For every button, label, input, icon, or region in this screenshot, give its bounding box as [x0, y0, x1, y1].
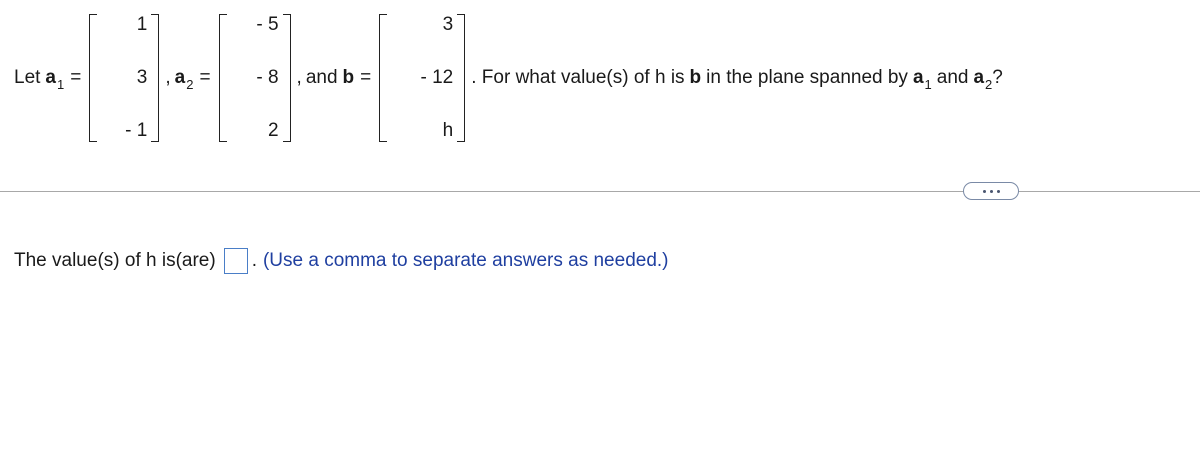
ellipsis-icon — [983, 190, 986, 193]
left-bracket — [89, 14, 97, 142]
vector-a1-name: a — [912, 67, 924, 88]
vector-a2-name: a — [973, 67, 985, 88]
question-statement — [14, 8, 1003, 148]
question-mark: ? — [992, 67, 1003, 88]
matrix-a1 — [89, 14, 159, 142]
equals-sign: = — [199, 67, 211, 88]
comma: , — [296, 67, 302, 88]
matrix-b-entry: h — [442, 120, 454, 141]
matrix-a2 — [219, 14, 291, 142]
matrix-a1-entry: - 1 — [125, 120, 148, 141]
vector-a1-subscript: 1 — [924, 77, 932, 92]
and-text: and — [305, 67, 338, 88]
matrix-a1-entry: 3 — [136, 67, 148, 88]
matrix-a2-entry: 2 — [267, 120, 279, 141]
ellipsis-icon — [990, 190, 993, 193]
matrix-b-entry: 3 — [442, 14, 454, 35]
answer-line — [14, 248, 669, 274]
left-bracket — [219, 14, 227, 142]
prompt-text: in the plane spanned by — [706, 67, 908, 88]
matrix-b — [379, 14, 465, 142]
matrix-a1-entry: 1 — [136, 14, 148, 35]
vector-a2-label — [174, 67, 194, 92]
section-divider — [0, 191, 1200, 192]
vector-a2-subscript: 2 — [985, 77, 993, 92]
answer-period: . — [251, 250, 257, 271]
more-options-button[interactable] — [963, 182, 1019, 200]
answer-hint: (Use a comma to separate answers as needed.) — [262, 250, 669, 271]
vector-a2-name: a — [174, 67, 186, 88]
left-bracket — [379, 14, 387, 142]
right-bracket — [151, 14, 159, 142]
ellipsis-icon — [997, 190, 1000, 193]
matrix-b-entry: - 12 — [420, 67, 454, 88]
equals-sign: = — [360, 67, 372, 88]
matrix-a2-entry: - 8 — [256, 67, 279, 88]
prompt-vector-a2 — [973, 67, 993, 92]
answer-label: The value(s) of h is(are) — [14, 250, 216, 271]
vector-a1-name: a — [45, 67, 56, 88]
prompt-vector-a1 — [912, 67, 932, 92]
vector-a2-subscript: 2 — [186, 77, 194, 92]
right-bracket — [457, 14, 465, 142]
vector-a1-subscript: 1 — [57, 77, 65, 92]
vector-a1-label — [45, 67, 65, 92]
prompt-and: and — [936, 67, 969, 88]
prompt-vector-b: b — [689, 67, 702, 88]
let-label: Let — [14, 67, 41, 88]
matrix-a2-entry: - 5 — [256, 14, 279, 35]
answer-input[interactable] — [224, 248, 248, 274]
equals-sign: = — [70, 67, 82, 88]
right-bracket — [283, 14, 291, 142]
vector-b-name: b — [342, 67, 355, 88]
comma: , — [165, 67, 171, 88]
prompt-text: . For what value(s) of h is — [471, 67, 685, 88]
